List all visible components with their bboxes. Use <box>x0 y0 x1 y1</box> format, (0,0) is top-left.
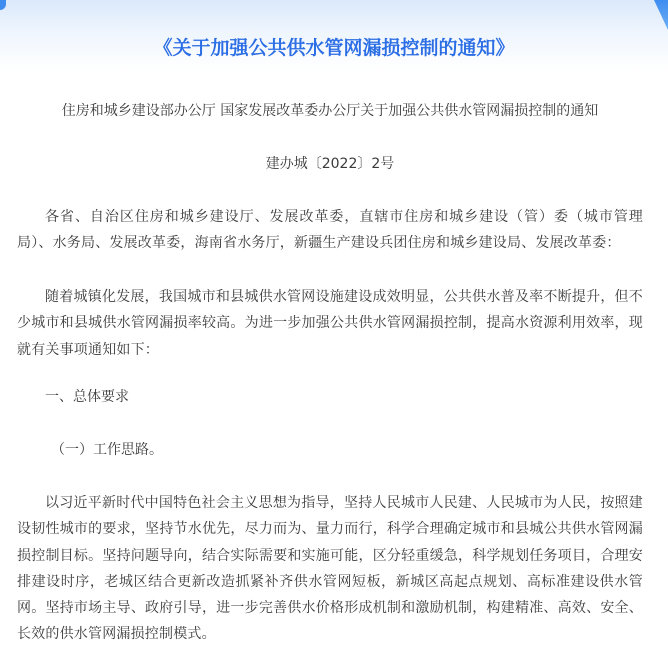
document-number: 建办城〔2022〕2号 <box>265 156 395 172</box>
section-heading-general-requirements: 一、总体要求 <box>45 389 129 405</box>
work-approach-paragraph: 以习近平新时代中国特色社会主义思想为指导，坚持人民城市人民建、人民城市为人民，按照建设韧性城市的要求，坚持节水优先，尽力而为、量力而行，科学合理确定城市和县城公共供水管网漏损控制目标。坚持问题导向，结合实际需要和实施可能，区分轻重缓急，科学规划任务项目，合理安排建设时序，老城区结合更新改造抓紧补齐供水管网短板，新城区高起点规划、高标准建设供水管网。坚持市场主导、政府引导，进一步完善供水价格形成机制和激励机制，构建精准、高效、安全、长效的供水管网漏损控制模式。 <box>17 495 643 643</box>
addressee-paragraph: 各省、自治区住房和城乡建设厅、发展改革委，直辖市住房和城乡建设（管）委（城市管理局）、水务局、发展改革委，海南省水务厅，新疆生产建设兵团住房和城乡建设局、发展改革委： <box>17 209 643 252</box>
subsection-heading-work-approach: （一）工作思路。 <box>51 442 163 458</box>
document-title: 《关于加强公共供水管网漏损控制的通知》 <box>153 37 515 59</box>
intro-paragraph: 随着城镇化发展，我国城市和县城供水管网设施建设成效明显，公共供水普及率不断提升，但不少城市和县城供水管网漏损率较高。为进一步加强公共供水管网漏损控制，提高水资源利用效率，现就有关事项通知如下： <box>17 289 643 358</box>
issuer-line: 住房和城乡建设部办公厅 国家发展改革委办公厅关于加强公共供水管网漏损控制的通知 <box>61 103 599 119</box>
